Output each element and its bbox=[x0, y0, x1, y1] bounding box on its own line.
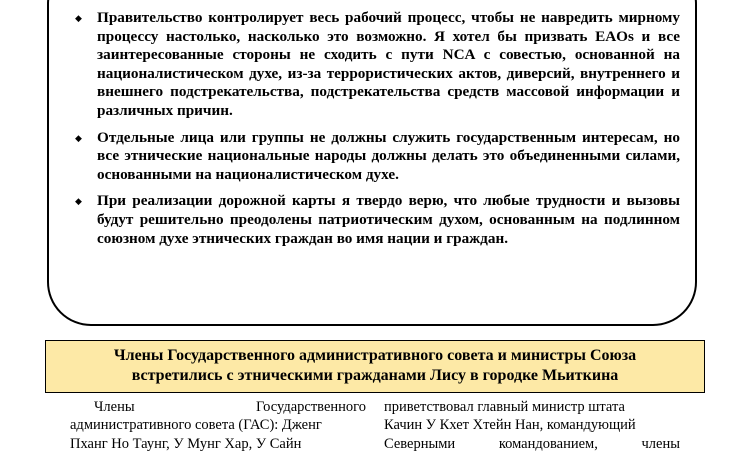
quote-bullet-text: Отдельные лица или группы не должны служить государственным интересам, но все этнические национальные народы должны делать это объединенными силами, основанными на националистическом духе. bbox=[97, 128, 680, 183]
bullet-diamond-icon: ◆ bbox=[75, 13, 82, 23]
article-line bbox=[70, 398, 366, 416]
article-word: командованием, bbox=[498, 435, 598, 452]
article-line bbox=[384, 435, 680, 453]
article-line: Пханг Но Таунг, У Мунг Хар, У Сайн bbox=[70, 435, 302, 452]
bullet-diamond-icon: ◆ bbox=[75, 196, 82, 207]
article-word: члены bbox=[641, 435, 680, 452]
article-line: приветствовал главный министр штата bbox=[384, 399, 625, 415]
quote-bullet-2 bbox=[70, 129, 680, 185]
quote-bullet-text: Правительство контролирует весь рабочий процесс, чтобы не навредить мирному процессу настолько, насколько это возможно. Я хотел бы призвать EAOs и все заинтересованные стороны не сходить с пути NCA с совестью, основанной на националистическом духе, из-за террористических актов, диверсий, внутреннего и внешнего подстрекательства, подстрекательства средств массовой информации и различных причин. bbox=[97, 9, 680, 119]
article-word: Северными bbox=[384, 435, 456, 452]
quote-bullet-1 bbox=[70, 9, 680, 121]
article-line: Качин У Кхет Хтейн Нан, командующий bbox=[384, 417, 636, 434]
bullet-diamond-icon: ◆ bbox=[75, 132, 82, 143]
quote-bullet-list bbox=[70, 9, 680, 256]
article-word: Члены bbox=[94, 399, 135, 415]
article-title-banner bbox=[45, 340, 705, 393]
article-column-right bbox=[384, 398, 680, 453]
article-word: Государственного bbox=[256, 399, 366, 415]
quote-bullet-3 bbox=[70, 192, 680, 248]
article-title-line-2: встретились с этническими гражданами Лису в городке Мьиткина bbox=[131, 367, 619, 384]
quote-bullet-text: При реализации дорожной карты я твердо верю, что любые трудности и вызовы будут решительно преодолены патриотическим духом, основанным на подлинном союзном духе этнических граждан во имя нации и граждан. bbox=[97, 192, 680, 247]
article-line: административного совета (ГАС): Дженг bbox=[70, 417, 322, 434]
article-title-line-1: Члены Государственного административного совета и министры Союза bbox=[113, 347, 637, 364]
article-column-left bbox=[70, 398, 366, 453]
